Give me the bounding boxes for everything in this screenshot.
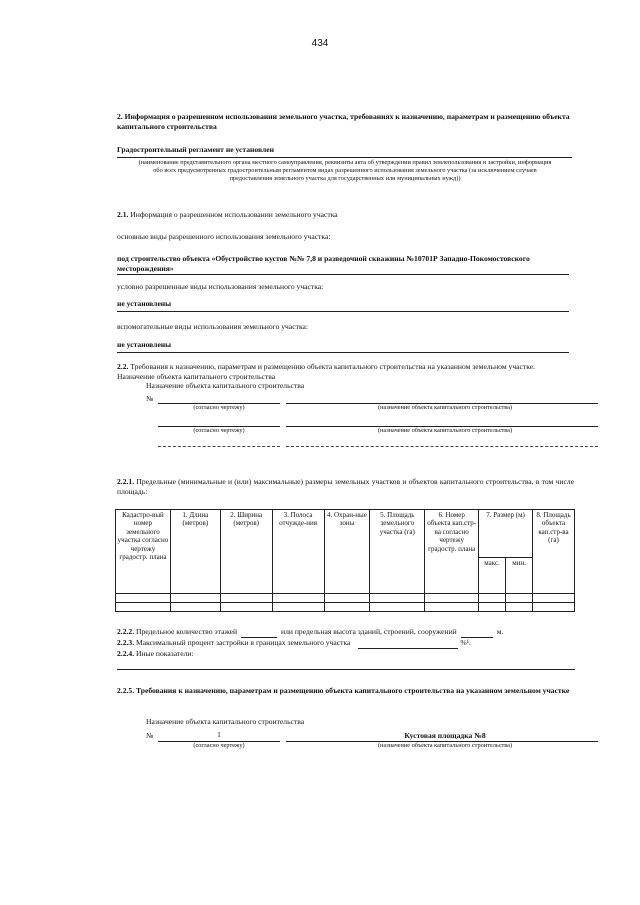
other-indicators-line — [117, 669, 575, 670]
coverage-blank — [358, 638, 458, 649]
s2-2-5-purpose-caption: (назначение объекта капитального строительства) — [377, 742, 513, 749]
table-row — [116, 594, 575, 603]
col-object-area: 8. Площадь объекта кап.стр-ва (га) — [533, 510, 575, 594]
s2-1-text: Информация о разрешенном использовании земельного участка — [130, 210, 338, 219]
s2-2-text: Требования к назначению, параметрам и размещению объекта капитального строительства на указанном земельном участке. Назначение объекта капитального строительства — [117, 362, 535, 381]
col-object-number: 6. Номер объекта кап.стр-ва согласно чертежу градостр. плана — [425, 510, 479, 594]
authority-note: (наименование представительного органа местного самоуправления, реквизиты акта об утверждении правил землепользования и застройки, информация обо всех предусмотренных градостроительным регламентом видах разрешенного использования земельного участка (за исключением случаев предоставления земельного участка для государственных или муниципальных нужд)) — [138, 159, 552, 183]
col-size: 7. Размер (м) — [479, 510, 533, 558]
col-length: 1. Длина (метров) — [170, 510, 220, 594]
s2-2-per-drawing-1: (согласно чертежу) — [193, 404, 245, 411]
height-blank — [461, 627, 493, 638]
regulation-status: Градостроительный регламент не установлен — [117, 145, 275, 154]
auxiliary-uses-label: вспомогательные виды использования земельного участка: — [117, 322, 308, 331]
s2-2-4-num: 2.2.4. — [117, 649, 135, 658]
s2-2-3-num: 2.2.3. — [117, 638, 135, 647]
s2-2-purpose-caption-2: (назначение объекта капитального строительства) — [377, 427, 513, 434]
s2-2-dashed-line-1 — [158, 446, 280, 447]
s2-2-2-num: 2.2.2. — [117, 627, 135, 636]
s2-2-2-line — [117, 627, 587, 638]
s2-2-5-purpose-label: Назначение объекта капитального строительства — [146, 717, 305, 726]
auxiliary-uses-value: не установлены — [117, 340, 172, 349]
s2-2-2-unit: м. — [496, 627, 504, 636]
s2-2-5-purpose-value: Кустовая площадка №8 — [404, 731, 486, 740]
col-cadastral-number: Кадастро-вый номер земельного участка согласно чертежу градостр. плана — [116, 510, 171, 594]
s2-1-heading — [117, 210, 572, 220]
conditional-uses-label: условно разрешенные виды использования земельного участка: — [117, 282, 324, 291]
section-2-title: 2. Информация о разрешенном использовании земельного участка, требованиях к назначению, параметрам и размещению объекта капитального строительства — [117, 112, 570, 131]
main-uses-value: под строительство объекта «Обустройство кустов №№ 7,8 и разведочной скважины №10701Р Западно-Покомостовского месторождения» — [117, 254, 530, 273]
s2-2-num: 2.2. — [117, 362, 129, 371]
conditional-uses-underline — [117, 311, 569, 312]
main-uses-underline — [117, 274, 569, 275]
table-row — [116, 603, 575, 612]
col-size-min: мин. — [506, 558, 533, 594]
page-number: 434 — [311, 38, 329, 49]
s2-2-per-drawing-2: (согласно чертежу) — [193, 427, 245, 434]
col-width: 2. Ширина (метров) — [220, 510, 272, 594]
s2-2-4-text: Иные показатели: — [136, 649, 194, 658]
col-protection-zones: 4. Охран-ные зоны — [324, 510, 370, 594]
s2-2-5-title: 2.2.5. Требования к назначению, параметрам и размещению объекта капитального строительства на указанном земельном участке — [117, 686, 570, 695]
floors-blank — [241, 627, 277, 638]
col-size-max: макс. — [479, 558, 506, 594]
s2-2-3-text: Максимальный процент застройки в границах земельного участка — [136, 638, 351, 647]
s2-2-no-label: № — [146, 394, 154, 403]
s2-2-heading — [117, 362, 574, 381]
s2-2-purpose-label: Назначение объекта капитального строительства — [146, 381, 305, 390]
s2-2-5-per-drawing: (согласно чертежу) — [193, 742, 245, 749]
s2-2-4-line — [117, 649, 572, 659]
s2-2-2-text-b: или предельная высота зданий, строений, сооружений — [281, 627, 457, 636]
col-plot-area: 5. Площадь земельного участка (га) — [370, 510, 425, 594]
main-uses-label: основные виды разрешенного использования земельного участка: — [117, 232, 331, 241]
s2-2-purpose-caption-1: (назначение объекта капитального строительства) — [377, 404, 513, 411]
s2-2-5-no-label: № — [146, 731, 154, 740]
s2-2-2-text-a: Предельное количество этажей — [136, 627, 238, 636]
s2-2-5-no-value: 1 — [217, 730, 221, 739]
s2-2-3-line — [117, 638, 577, 649]
auxiliary-uses-underline — [117, 352, 569, 353]
s2-1-num: 2.1. — [117, 210, 129, 219]
s2-2-3-unit: %¹. — [460, 638, 471, 647]
regulation-underline — [117, 157, 572, 158]
col-alienation-strip: 3. Полоса отчужде-ния — [272, 510, 324, 594]
s2-2-1-num: 2.2.1. — [117, 477, 135, 486]
s2-2-dashed-line-2 — [286, 446, 598, 447]
s2-2-1-heading — [117, 477, 574, 496]
conditional-uses-value: не установлены — [117, 299, 172, 308]
s2-2-1-text: Предельные (минимальные и (или) максимальные) размеры земельных участков и объектов капитального строительства, в том числе площадь: — [117, 477, 575, 496]
parameters-table — [115, 509, 575, 612]
